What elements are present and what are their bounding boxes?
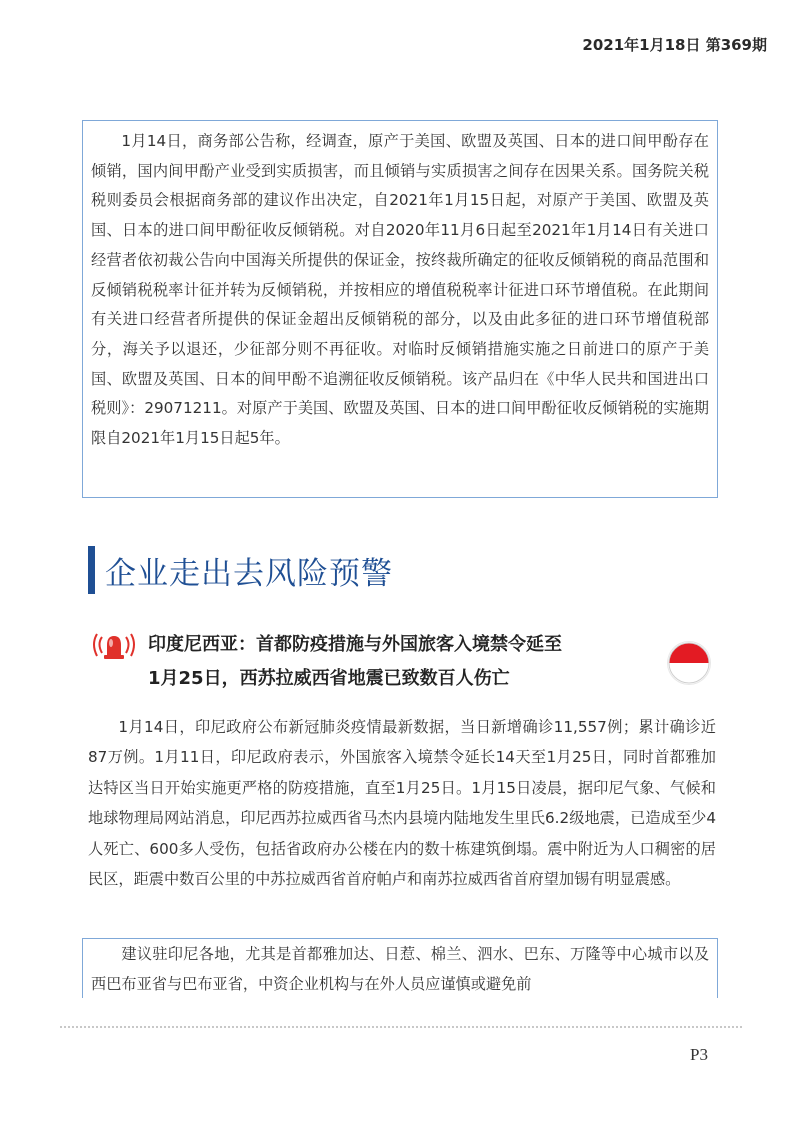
advice-text: 建议驻印尼各地，尤其是首都雅加达、日惹、棉兰、泗水、巴东、万隆等中心城市以及西巴布亚省与巴布亚省，中资企业机构与在外人员应谨慎或避免前 — [91, 945, 709, 993]
advice-box — [82, 938, 718, 998]
notice-text: 1月14日，商务部公告称，经调查，原产于美国、欧盟及英国、日本的进口间甲酚存在倾销，国内间甲酚产业受到实质损害，而且倾销与实质损害之间存在因果关系。国务院关税税则委员会根据商务部的建议作出决定，自2021年1月15日起，对原产于美国、欧盟及英国、日本的进口间甲酚征收反倾销税。对自2020年11月6日起至2021年1月14日有关进口经营者依初裁公告向中国海关所提供的保证金，按终裁所确定的征收反倾销税的商品范围和反倾销税税率计征并转为反倾销税，并按相应的增值税税率计征进口环节增值税。在此期间有关进口经营者所提供的保证金超出反倾销税的部分，以及由此多征的进口环节增值税部分，海关予以退还，少征部分则不再征收。对临时反倾销措施实施之日前进口的原产于美国、欧盟及英国、日本的间甲酚不追溯征收反倾销税。该产品归在《中华人民共和国进出口税则》：29071211。对原产于美国、欧盟及英国、日本的进口间甲酚征收反倾销税的实施期限自2021年1月15日起5年。 — [91, 132, 709, 448]
headline-line-1: 印度尼西亚：首都防疫措施与外国旅客入境禁令延至 — [148, 634, 562, 655]
notice-box — [82, 120, 718, 498]
page-number: P3 — [690, 1045, 708, 1064]
article-paragraph: 1月14日，印尼政府公布新冠肺炎疫情最新数据，当日新增确诊11,557例；累计确诊近87万例。1月11日，印尼政府表示，外国旅客入境禁令延长14天至1月25日，同时首都雅加达特区当日开始实施更严格的防疫措施，直至1月25日。1月15日凌晨，据印尼气象、气候和地球物理局网站消息，印尼西苏拉威西省马杰内县境内陆地发生里氏6.2级地震，已造成至少4人死亡、600多人受伤，包括省政府办公楼在内的数十栋建筑倒塌。震中附近为人口稠密的居民区，距震中数百公里的中苏拉威西省首府帕卢和南苏拉威西省首府望加锡有明显震感。 — [88, 718, 716, 889]
section-header — [88, 546, 393, 594]
alarm-bell-icon — [92, 631, 136, 661]
headline-line-2: 1月25日，西苏拉威西省地震已致数百人伤亡 — [148, 668, 510, 689]
section-title: 企业走出去风险预警 — [105, 555, 393, 592]
article-headline — [148, 628, 648, 696]
indonesia-flag-icon — [666, 640, 712, 686]
issue-date: 2021年1月18日 第369期 — [582, 36, 767, 54]
section-bar — [88, 546, 95, 594]
article-body — [88, 712, 716, 894]
footer-divider — [60, 1026, 742, 1028]
